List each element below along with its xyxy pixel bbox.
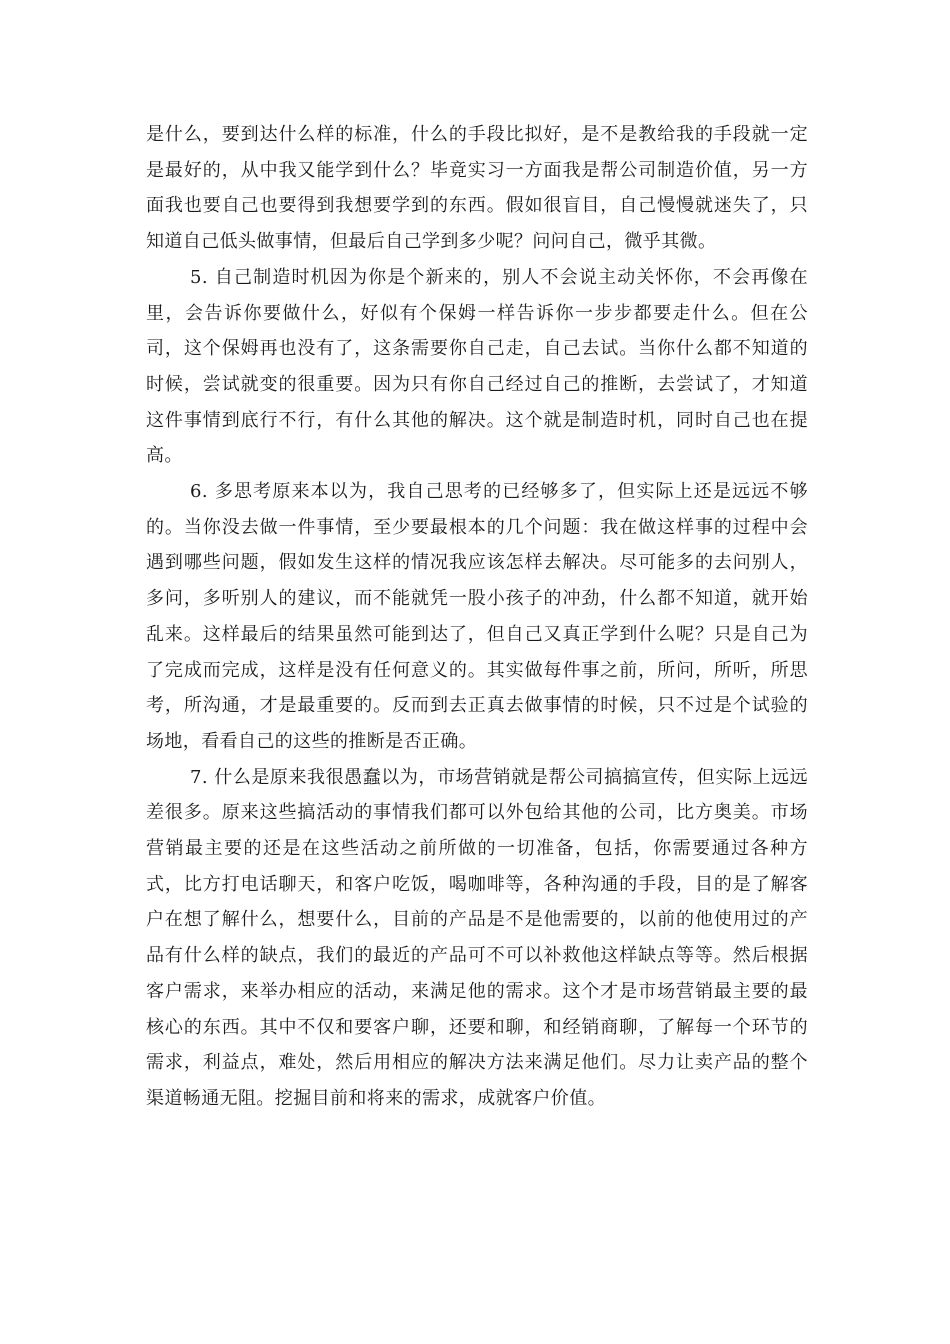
- paragraph-continuation: 是什么，要到达什么样的标准，什么的手段比拟好，是不是教给我的手段就一定是最好的，从中我又能学到什么？毕竟实习一方面我是帮公司制造价值，另一方面我也要自己也要得到我想要学到的东西。假如很盲目，自己慢慢就迷失了，只知道自己低头做事情，但最后自己学到多少呢？问问自己，微乎其微。: [146, 124, 808, 253]
- paragraph-6-think-more: 6. 多思考原来本以为，我自己思考的已经够多了，但实际上还是远远不够的。当你没去做一件事情，至少要最根本的几个问题：我在做这样事的过程中会遇到哪些问题，假如发生这样的情况我应该怎样去解决。尽可能多的去问别人，多问，多听别人的建议，而不能就凭一股小孩子的冲劲，什么都不知道，就开始乱来。这样最后的结果虽然可能到达了，但自己又真正学到什么呢？只是自己为了完成而完成，这样是没有任何意义的。其实做每件事之前，所问，所听，所思考，所沟通，才是最重要的。反而到去正真去做事情的时候，只不过是个试验的场地，看看自己的这些的推断是否正确。: [146, 481, 808, 752]
- body-text: [146, 117, 808, 1117]
- paragraph-7-marketing: 7. 什么是原来我很愚蠢以为，市场营销就是帮公司搞搞宣传，但实际上远远差很多。原来这些搞活动的事情我们都可以外包给其他的公司，比方奥美。市场营销最主要的还是在这些活动之前所做的一切准备，包括，你需要通过各种方式，比方打电话聊天，和客户吃饭，喝咖啡等，各种沟通的手段，目的是了解客户在想了解什么，想要什么，目前的产品是不是他需要的，以前的他使用过的产品有什么样的缺点，我们的最近的产品可不可以补救他这样缺点等等。然后根据客户需求，来举办相应的活动，来满足他的需求。这个才是市场营销最主要的最核心的东西。其中不仅和要客户聊，还要和聊，和经销商聊，了解每一个环节的需求，利益点，难处，然后用相应的解决方法来满足他们。尽力让卖产品的整个渠道畅通无阻。挖掘目前和将来的需求，成就客户价值。: [146, 766, 808, 1109]
- paragraph-5-create-opportunity: 5. 自己制造时机因为你是个新来的，别人不会说主动关怀你，不会再像在里，会告诉你要做什么，好似有个保姆一样告诉你一步步都要走什么。但在公司，这个保姆再也没有了，这条需要你自己走，自己去试。当你什么都不知道的时候，尝试就变的很重要。因为只有你自己经过自己的推断，去尝试了，才知道这件事情到底行不行，有什么其他的解决。这个就是制造时机，同时自己也在提高。: [146, 266, 808, 467]
